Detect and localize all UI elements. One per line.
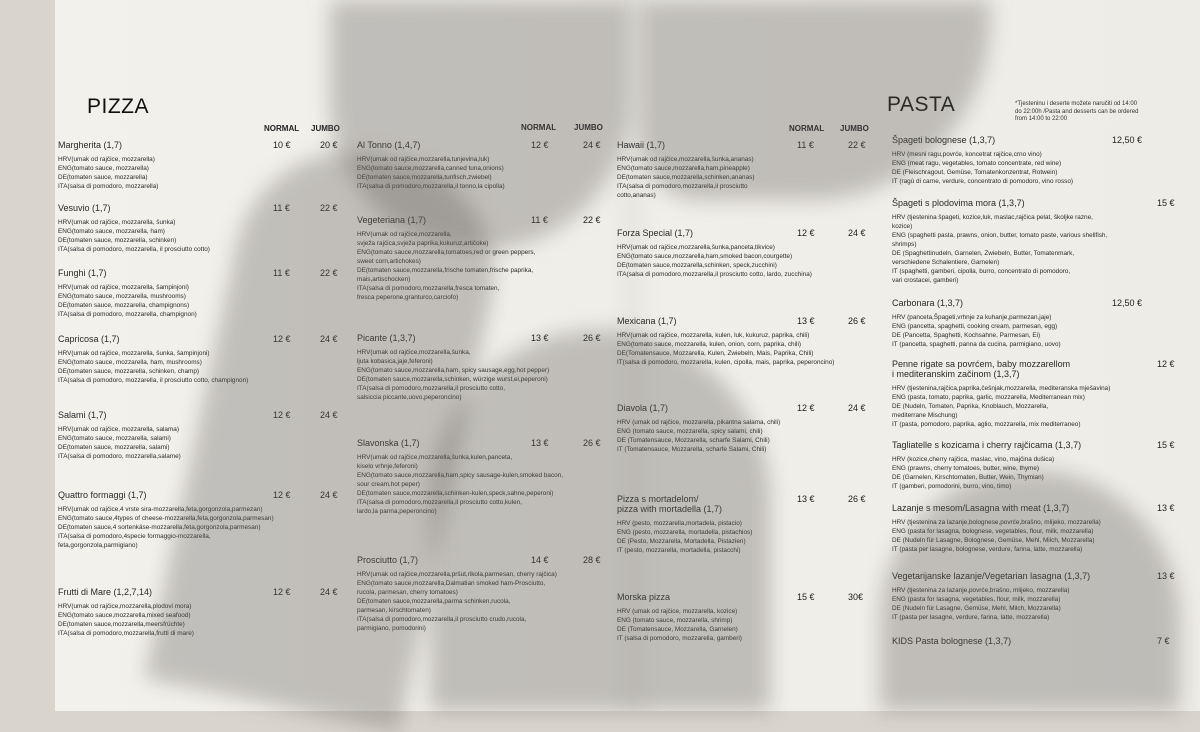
description-line: ENG(tomato sauce, mozzarella, kulen, onion, corn, paprika, chili) [617,341,801,348]
description-line: HRV (kozice,cherry rajčica, maslac, vino, majčina dušica) [892,456,1055,463]
normal-price: 15 € [797,592,815,602]
item-description [892,213,1107,285]
item-name: KIDS Pasta bolognese (1,3,7) [892,636,1012,646]
pasta-title: PASTA [887,93,956,116]
description-line: parmesan, kirschtomaten) [357,607,431,614]
description-line: DE(Tomatensauce, Mozzarella, Kulen, Zwiebeln, Mais, Paprika, Chili) [617,350,814,357]
jumbo-price: 26 € [583,438,601,448]
jumbo-price: 20 € [320,140,338,150]
normal-price: 12 € [273,587,291,597]
item-description [58,425,181,461]
item-price: 15 € [1157,198,1175,208]
description-line: DE(tomaten sauce,mozzarella,schinken,ananas) [617,174,755,181]
item-price: 12,50 € [1112,298,1143,308]
description-line: DE (Fleischragout, Gemüse, Tomatenkonzentrat, Rotwein) [892,169,1058,176]
item-name: Carbonara (1,3,7) [892,298,964,308]
description-line: DE (Nudeln für Lasagne, Bolognese, Gemüse, Mehl, Milch, Mozzarella) [892,537,1095,544]
normal-price: 14 € [531,555,549,565]
item-description [617,331,834,367]
item-price: 12 € [1157,359,1175,369]
description-line: HRV (tjestenina,rajčica,paprika,češnjak,mozzarella, mediteranska mješavina) [892,385,1111,392]
description-line: DE(tomaten sauce, mozzarella, schinken) [58,237,177,244]
description-line: ENG (prawns, cherry tomatoes, butter, wine, thyme) [892,465,1040,472]
description-line: svježa rajčica,svježa paprika,kukuruz,artičoke) [357,240,489,247]
item-description [892,150,1073,186]
description-line: ENG (pasta, tomato, paprika, garlic, mozzarella, Mediterranean mix) [892,394,1085,401]
description-line: DE (Tomatensauce, Mozzarella, Garnelen) [617,626,738,633]
description-line: ITA(salsa di pomodoro,mozzarella,il prosciutto [617,183,748,190]
description-line: DE (Nudeln für Lasagne, Gemüse, Mehl, Milch, Mozzarella) [892,605,1061,612]
item-description [58,602,194,638]
description-line: DE(tomaten sauce, mozzarella, schinken, champ) [58,368,200,375]
description-line: feta,gorgonzola,parmigiano) [58,542,138,549]
item-name: Capricosa (1,7) [58,334,120,344]
pasta-item [892,298,1143,349]
jumbo-price: 26 € [848,494,866,504]
pasta-item [892,571,1175,622]
pizza-item [617,592,864,643]
description-line: sour cream,hot peper) [357,481,420,488]
description-line: HRV(umak od rajčice,mozzarella,šunka,panceta,tikvice) [617,244,775,251]
item-name-line2: i mediteranskim začinom (1,3,7) [892,369,1020,379]
description-line: DE(tomaten sauce,mozzarella,schinken, würzige wurst,ei,peperoni) [357,376,548,383]
jumbo-price: 22 € [583,215,601,225]
normal-price: 10 € [273,140,291,150]
description-line: ITA(salsa di pomodoro,mozzarella,fresca tomaten, [357,285,500,292]
item-description [617,418,780,454]
description-line: ENG(tomato sauce,mozzarella,mixed seafood) [58,612,191,619]
item-name: Salami (1,7) [58,410,107,420]
col2-jumbo-header: JUMBO [574,123,603,132]
item-price: 12,50 € [1112,135,1143,145]
description-line: IT (pasta, pomodoro, paprika, aglio, mozzarella, mix mediterraneo) [892,421,1081,428]
description-line: fresca peperone,granturco,carciofo) [357,294,459,301]
description-line: IT (pasta per lasagne, verdure, farina, latte, mozzarella) [892,614,1050,621]
jumbo-price: 24 € [583,140,601,150]
pasta-item [892,440,1175,491]
jumbo-price: 24 € [848,403,866,413]
item-price: 7 € [1157,636,1170,646]
description-line: HRV(umak od rajčice, mozzarella, šampinjoni) [58,284,189,291]
description-line: ITA(salsa di pomodoro,mozzarella,il prosciutto cotto,kulen, [357,499,523,506]
item-description [617,243,812,279]
description-line: DE(tomaten sauce, mozzarella) [58,174,148,181]
description-line: ITA(salsa di pomodoro, mozzarella, il prosciutto cotto) [58,246,210,253]
description-line: ENG(tomato sauce, mozzarella) [58,165,149,172]
pizza-item [357,215,601,302]
normal-price: 13 € [531,438,549,448]
description-line: IT (gamberi, pomodorini, burro, vino, timo) [892,483,1012,490]
description-line: ENG (pasta for lasagna, vegetables, flour, milk, mozzarella) [892,596,1061,603]
description-line: ITA(salsa di pomodoro,mozzarella,il prosciutto cotto, [357,385,505,392]
item-name: Pizza s mortadelom/ [617,494,699,504]
description-line: ITA(salsa di pomodoro,mozzarella,il prosciutto crudo,rucola, [357,616,527,623]
pizza-item [357,555,601,633]
description-line: HRV(umak od rajčice, mozzarella, šunka) [58,219,176,226]
item-name: Vegetarijanske lazanje/Vegetarian lasagna (1,3,7) [892,571,1091,581]
description-line: sweet corn,artichokes) [357,258,421,265]
pizza-item [58,410,338,461]
description-line: ENG(tomato sauce, mozzarella, ham, mushrooms) [58,359,202,366]
description-line: HRV(umak od rajčice, mozzarella, salama) [58,426,179,433]
description-line: ENG(tomato sauce,mozzarella,ham,smoked bacon,courgette) [617,253,793,260]
normal-price: 13 € [797,494,815,504]
description-line: cotto,ananas) [617,192,656,199]
description-line: HRV(umak od rajčice,mozzarella,plodovi mora) [58,603,192,610]
description-line: ENG (pesto, mozzarella, mortadella, pistachios) [617,529,753,536]
item-name: Vegeteriana (1,7) [357,215,427,225]
jumbo-price: 24 € [320,490,338,500]
item-description [357,570,557,633]
description-line: DE(tomaten sauce,mozzarella,parma schinken,rucola, [357,598,511,605]
jumbo-price: 22 € [848,140,866,150]
pizza-item [58,334,338,385]
item-name: Špageti bolognese (1,3,7) [892,135,996,145]
pasta-item [892,135,1143,186]
jumbo-price: 24 € [320,587,338,597]
item-name: Frutti di Mare (1,2,7,14) [58,587,153,597]
pizza-item [617,403,866,454]
description-line: ENG (spaghetti pasta, prawns, onion, butter, tomato paste, various shellfish, [892,232,1108,239]
pizza-item [617,316,866,367]
pizza-title: PIZZA [87,95,150,118]
description-line: DE(tomaten sauce, mozzarella, champignons) [58,302,190,309]
description-line: ITA(salsa di pomodoro,mozzarella,il tonno,la cipolla) [357,183,505,190]
jumbo-price: 30€ [848,592,864,602]
pasta-item [892,636,1170,646]
item-name: Quattro formaggi (1,7) [58,490,147,500]
pasta-hours-note: *Tjesteninu i deserte možete naručiti od 14:00 do 22:00h /Pasta and desserts can be ordered from 14:00 to 22:00 [1015,101,1139,122]
item-name: Slavonska (1,7) [357,438,420,448]
description-line: HRV(umak od rajčice,mozzarella,šunka,kulen,panceta, [357,454,513,461]
normal-price: 11 € [273,203,290,213]
description-line: HRV(umak od rajčice, mozzarella, šunka, šampinjoni) [58,350,210,357]
normal-price: 12 € [273,334,291,344]
item-name: Prosciutto (1,7) [357,555,419,565]
description-line: ENG (tomato sauce, mozzarella, spicy salami, chili) [617,428,763,435]
normal-price: 13 € [531,333,549,343]
item-description [58,349,248,385]
normal-price: 12 € [531,140,549,150]
jumbo-price: 22 € [320,268,338,278]
item-description [58,155,158,191]
description-line: HRV(umak od rajčice,4 vrste sira-mozzarella,feta,gorgonzola,parmezan) [58,506,263,513]
pizza-item [58,490,338,550]
col1-normal-header: NORMAL [264,124,300,133]
item-name: Funghi (1,7) [58,268,107,278]
item-name: Picante (1,3,7) [357,333,416,343]
description-line: vari crostacei, gamberi) [892,277,959,284]
description-line: DE (Pancetta, Spaghetti, Kochsahne, Parmesan, Ei) [892,332,1041,339]
normal-price: 12 € [797,403,815,413]
pasta-item [892,503,1175,554]
description-line: HRV (umak od rajčice, mozzarella, kozice) [617,608,738,615]
description-line: HRV(umak od rajčice,mozzarella,pršut,rikola,parmesan, cherry rajčica) [357,571,557,578]
jumbo-price: 26 € [583,333,601,343]
description-line: ITA(salsa di pomodoro, mozzarella, champignon) [58,311,197,318]
description-line: ljuta kobasica,jaje,feferoni) [357,358,433,365]
description-line: HRV(umak od rajčice,mozzarella, [357,231,452,238]
description-line: ITA(salsa di pomodoro,mozzarella,il prosciutto cotto, lardo, zucchina) [617,271,812,278]
description-line: IT (spaghetti, gamberi, cipolla, burro, concentrato di pomodoro, [892,268,1071,275]
jumbo-price: 24 € [848,228,866,238]
description-line: HRV (tjestenina za lazanje,povrće,brašno, mlijeko, mozzarella) [892,587,1070,594]
description-line: ITA(salsa di pomodoro,4specie formaggio-mozzarella, [58,533,211,540]
item-description [617,519,752,555]
description-line: HRV (mesni ragu,povrće, koncetrat rajčice,crno vino) [892,151,1042,158]
description-line: ITA(salsa di pomodoro, mozzarella) [58,183,159,190]
description-line: DE (Tomatensauce, Mozzarella, scharfe Salami, Chili) [617,437,770,444]
description-line: DE(tomaten sauce,mozzarella,tunfisch,zwiebel) [357,174,492,181]
description-line: parmigiano, pomodorini) [357,625,426,632]
description-line: IT (ragù di carne, verdure, concentrato di pomodoro, vino rosso) [892,178,1074,185]
description-line: DE(tomaten sauce,mozzarella,schinken, speck,zucchini) [617,262,777,269]
col3-jumbo-header: JUMBO [840,124,869,133]
pizza-item [617,494,866,555]
description-line: ENG(tomato sauce, mozzarella, mushrooms) [58,293,186,300]
description-line: mais,artischocken) [357,276,411,283]
pizza-item [357,333,601,402]
description-line: ENG (pasta for lasagna, bolognese, vegetables, flour, milk, mozzarella) [892,528,1094,535]
pasta-item [892,359,1175,429]
description-line: DE(tomaten sauce,mozzarella,schinken-kulen,speck,sahne,peperoni) [357,490,554,497]
item-name-line2: pizza with mortadella (1,7) [617,504,723,514]
item-name: Penne rigate sa povrćem, baby mozzarellom [892,359,1071,369]
jumbo-price: 26 € [848,316,866,326]
item-description [617,155,754,200]
item-name: Morska pizza [617,592,671,602]
item-description [58,505,274,550]
item-name: Diavola (1,7) [617,403,669,413]
description-line: ITA(salsa di pomodoro, mozzarella, il prosciutto cotto, champignon) [58,377,249,384]
col3-normal-header: NORMAL [789,124,825,133]
description-line: verschiedene Schalentiere, Garnelen) [892,259,1000,266]
description-line: IT (pasta per lasagne, bolognese, verdure, farina, latte, mozzarella) [892,546,1083,553]
pizza-item [357,140,601,191]
description-line: rucola, parmesan, cherry tomatoes) [357,589,458,596]
description-line: HRV (pesto, mozzarella,mortadela, pistacio) [617,520,742,527]
description-line: kiselo vrhnje,feferoni) [357,463,418,470]
normal-price: 12 € [273,490,291,500]
description-line: HRV(umak od rajčice, mozzarella) [58,156,155,163]
description-line: ENG(tomato sauce,mozzarella,ham, spicy sausage,egg,hot pepper) [357,367,550,374]
description-line: lardo,la panna,peperoncino) [357,508,437,515]
item-name: Lazanje s mesom/Lasagna with meat (1,3,7) [892,503,1070,513]
item-price: 13 € [1157,571,1175,581]
item-name: Al Tonno (1,4,7) [357,140,421,150]
item-name: Špageti s plodovima mora (1,3,7) [892,198,1025,208]
description-line: mediterrane Mischung) [892,412,958,419]
item-description [892,384,1110,429]
normal-price: 11 € [273,268,290,278]
item-description [58,283,197,319]
item-name: Hawaii (1,7) [617,140,666,150]
item-description [357,453,563,516]
pizza-item [58,268,338,319]
description-line: HRV(umak od rajčice,mozzarella,šunka, [357,349,471,356]
description-line: HRV(umak od rajčice, mozzarella, kulen, luk, kukuruz, paprika, chili) [617,332,810,339]
description-line: DE(tomaten sauce,4 sortenkäse-mozzarella,feta,gorgonzola,parmesan) [58,524,261,531]
description-line: DE (Garnelen, Kirschtomaten, Butter, Wein, Thymian) [892,474,1044,481]
description-line: DE(tomaten sauce,mozzarella,frische tomaten,frische paprika, [357,267,534,274]
pizza-item [617,140,866,200]
item-description [617,607,742,643]
item-name: Vesuvio (1,7) [58,203,111,213]
item-description [892,313,1061,349]
description-line: HRV (tjestenina za lazanje,bolognese,povrće,brašno, mlijeko, mozzarella) [892,519,1101,526]
description-line: IT(salsa di pomodoro, mozzarella, kulen, cipolla, mais, paprika, peperoncino) [617,359,835,366]
item-description [357,230,535,302]
description-line: ITA(salsa di pomodoro, mozzarella,salame) [58,453,181,460]
normal-price: 11 € [797,140,814,150]
item-description [357,155,505,191]
description-line: IT (pesto, mozzarella, mortadella, pistacchi) [617,547,741,554]
description-line: IT (Tomatensauce, Mozzarella, scharfe Salami, Chili) [617,446,767,453]
description-line: ENG(tomato sauce,mozzarella,ham,spicy sausage-kulen,smoked bacon, [357,472,564,479]
description-line: ENG(tomato sauce,mozzarella,Dalmatian smoked ham-Prosciutto, [357,580,546,587]
item-description [892,518,1101,554]
normal-price: 13 € [797,316,815,326]
item-description [892,586,1090,622]
description-line: IT (pancetta, spaghetti, panna da cucina, parmigiano, uovo) [892,341,1061,348]
description-line: HRV (panceta,Špageti,vrhnje za kuhanje,parmezan,jaje) [892,314,1052,321]
jumbo-price: 22 € [320,203,338,213]
item-name: Forza Special (1,7) [617,228,694,238]
description-line: ITA(salsa di pomodoro,mozzarella,frutti di mare) [58,630,194,637]
item-description [58,218,210,254]
description-line: shrimps) [892,241,917,248]
pizza-item [58,140,338,191]
pasta-item [892,198,1175,285]
col2-normal-header: NORMAL [521,123,557,132]
description-line: DE(tomaten sauce,mozzarella,meersfrüchte) [58,621,185,628]
description-line: salsiccia piccante,uovo,peperoncino) [357,394,462,401]
description-line: kozice) [892,223,913,230]
description-line: ENG(tomato sauce,mozzarella,ham,pineapple) [617,165,750,172]
description-line: DE(tomaten sauce, mozzarella, salami) [58,444,170,451]
pizza-item [58,203,338,254]
description-line: HRV(umak od rajčice,mozzarella,šunka,ananas) [617,156,754,163]
item-description [892,455,1081,491]
item-name: Mexicana (1,7) [617,316,677,326]
col1-jumbo-header: JUMBO [311,124,340,133]
item-name: Tagliatelle s kozicama i cherry rajčicama (1,3,7) [892,440,1082,450]
description-line: HRV(umak od rajčice,mozzarella,tunjevina,luk) [357,156,490,163]
item-price: 13 € [1157,503,1175,513]
description-line: ENG(tomato sauce,mozzarella,canned tuna,onions) [357,165,504,172]
description-line: DE (Spaghettinudeln, Garnelen, Zwiebeln, Butter, Tomatenmark, [892,250,1075,257]
description-line: DE (Pesto, Mozzarella, Mortadella, Pistazien) [617,538,746,545]
description-line: ENG(tomato sauce, mozzarella, ham) [58,228,165,235]
normal-price: 12 € [273,410,291,420]
description-line: IT (salsa di pomodoro, mozzarella, gamberi) [617,635,742,642]
pizza-item [357,438,601,516]
description-line: ENG(tomato sauce, mozzarella, salami) [58,435,171,442]
description-line: HRV (tjestenina špageti, kozice,luk, maslac,rajčica pelat, školjke razne, [892,214,1093,221]
normal-price: 11 € [531,215,548,225]
description-line: ENG(tomato sauce,mozzarella,tomatoes,red or green peppers, [357,249,536,256]
description-line: DE (Nudeln, Tomaten, Paprika, Knoblauch, Mozzarella, [892,403,1049,410]
description-line: ENG(tomato sauce,4types of cheese-mozzarella,feta,gorgonzola,parmesan) [58,515,274,522]
pizza-item [58,587,338,638]
description-line: ENG (meat ragu, vegetables, tomato concentrate, red wine) [892,160,1062,167]
item-description [357,348,549,402]
normal-price: 12 € [797,228,815,238]
jumbo-price: 24 € [320,410,338,420]
item-name: Margherita (1,7) [58,140,123,150]
jumbo-price: 28 € [583,555,601,565]
item-price: 15 € [1157,440,1175,450]
description-line: HRV (umak od rajčice, mozzarella, pikantna salama, chili) [617,419,781,426]
pizza-item [617,228,866,279]
jumbo-price: 24 € [320,334,338,344]
description-line: ENG (tomato sauce, mozzarella, shrimp) [617,617,733,624]
description-line: ENG (pancetta, spaghetti, cooking cream, parmesan, egg) [892,323,1058,330]
